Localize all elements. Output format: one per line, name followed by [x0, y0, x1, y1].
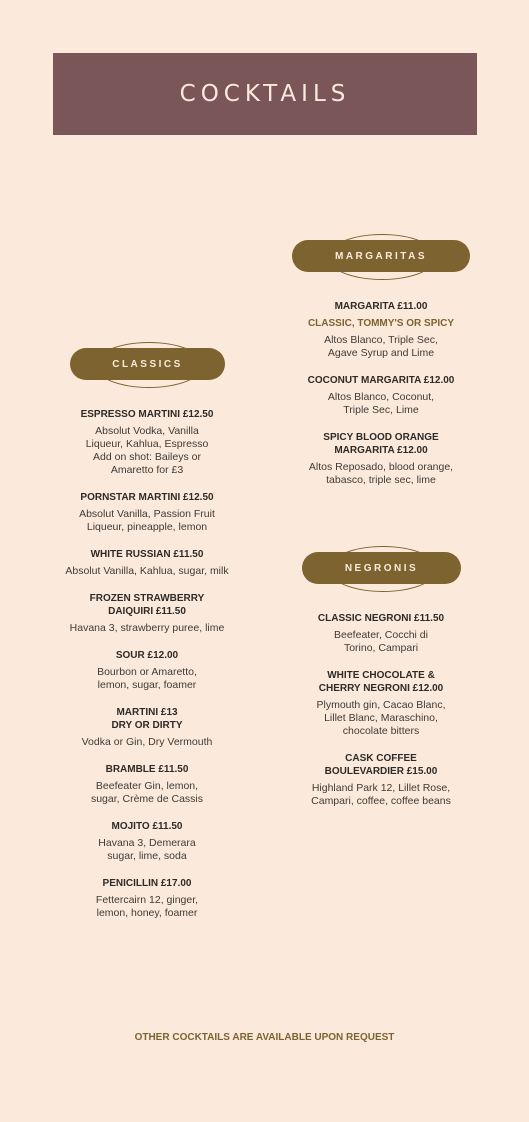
item-description: Bourbon or Amaretto, lemon, sugar, foamer	[97, 666, 197, 691]
item-name: ESPRESSO MARTINI £12.50	[80, 409, 214, 420]
item-description: Absolut Vodka, Vanilla Liqueur, Kahlua, Espresso Add on shot: Baileys or Amaretto for £3	[85, 425, 209, 476]
menu-item	[44, 820, 250, 863]
menu-item	[44, 763, 250, 806]
item-name: COCONUT MARGARITA £12.00	[307, 375, 455, 386]
footer-note: OTHER COCKTAILS ARE AVAILABLE UPON REQUEST	[134, 1032, 395, 1043]
item-description: Havana 3, Demerara sugar, lime, soda	[98, 837, 196, 862]
item-name: MARGARITA £11.00	[334, 301, 428, 312]
item-name: MARTINI £13 DRY OR DIRTY	[111, 707, 183, 731]
item-description: Fettercairn 12, ginger, lemon, honey, foamer	[95, 894, 199, 919]
section-label-margaritas: MARGARITAS	[292, 240, 470, 272]
menu-item	[44, 491, 250, 534]
item-name: WHITE CHOCOLATE & CHERRY NEGRONI £12.00	[318, 670, 444, 694]
menu-item	[285, 752, 477, 808]
margaritas-list	[285, 300, 477, 501]
item-description: Beefeater Gin, lemon, sugar, Crème de Cassis	[90, 780, 204, 805]
negronis-list	[285, 612, 477, 822]
item-description: Havana 3, strawberry puree, lime	[69, 622, 225, 634]
menu-item	[44, 649, 250, 692]
item-name: CASK COFFEE BOULEVARDIER £15.00	[324, 753, 438, 777]
item-description: Beefeater, Cocchi di Torino, Campari	[334, 629, 428, 654]
item-description: Vodka or Gin, Dry Vermouth	[81, 736, 213, 748]
item-variant: CLASSIC, TOMMY'S OR SPICY	[307, 318, 455, 329]
menu-item	[44, 706, 250, 749]
item-name: SPICY BLOOD ORANGE MARGARITA £12.00	[323, 432, 439, 456]
title-banner	[53, 53, 477, 135]
item-description: Absolut Vanilla, Passion Fruit Liqueur, pineapple, lemon	[79, 508, 215, 533]
menu-item	[285, 431, 477, 487]
item-description: Highland Park 12, Lillet Rose, Campari, coffee, coffee beans	[311, 782, 451, 807]
item-description: Altos Blanco, Coconut, Triple Sec, Lime	[327, 391, 435, 416]
item-name: PORNSTAR MARTINI £12.50	[80, 492, 214, 503]
item-description: Altos Reposado, blood orange, tabasco, triple sec, lime	[308, 461, 454, 486]
item-name: BRAMBLE £11.50	[105, 764, 189, 775]
menu-item	[285, 612, 477, 655]
menu-item	[44, 877, 250, 920]
menu-item	[44, 408, 250, 477]
item-description: Altos Blanco, Triple Sec, Agave Syrup and Lime	[324, 334, 438, 359]
item-name: WHITE RUSSIAN £11.50	[90, 549, 204, 560]
classics-list	[44, 408, 250, 934]
section-label-classics: CLASSICS	[70, 348, 225, 380]
item-name: CLASSIC NEGRONI £11.50	[317, 613, 445, 624]
menu-item	[44, 592, 250, 635]
item-description: Plymouth gin, Cacao Blanc, Lillet Blanc, Maraschino, chocolate bitters	[316, 699, 446, 737]
menu-item	[285, 300, 477, 360]
item-name: SOUR £12.00	[115, 650, 179, 661]
section-label-negronis: NEGRONIS	[302, 552, 461, 584]
item-name: MOJITO £11.50	[111, 821, 183, 832]
menu-item	[285, 669, 477, 738]
item-description: Absolut Vanilla, Kahlua, sugar, milk	[65, 565, 229, 577]
page-title: COCKTAILS	[179, 81, 351, 107]
menu-item	[44, 548, 250, 578]
menu-item	[285, 374, 477, 417]
item-name: PENICILLIN £17.00	[102, 878, 192, 889]
item-name: FROZEN STRAWBERRY DAIQUIRI £11.50	[89, 593, 205, 617]
